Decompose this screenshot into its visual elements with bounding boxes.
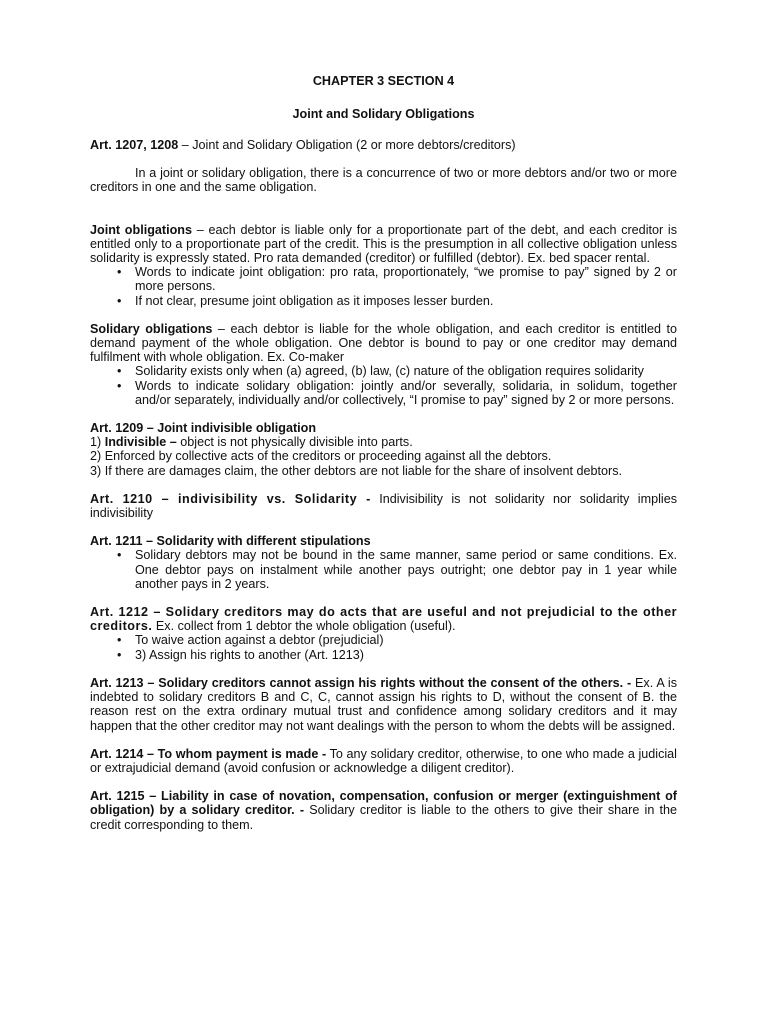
section-art-1212 bbox=[90, 605, 677, 662]
section-text: – Joint and Solidary Obligation (2 or more debtors/creditors) bbox=[178, 138, 516, 152]
section-heading: Art. 1209 – Joint indivisible obligation bbox=[90, 421, 317, 436]
section-art-1207-1208 bbox=[90, 138, 677, 152]
section-text: To any solidary creditor, otherwise, to one who made a judicial or extrajudicial demand (avoid confusion or acknowledge a diligent creditor). bbox=[90, 746, 677, 775]
bullet-list bbox=[90, 548, 677, 591]
section-art-1211 bbox=[90, 534, 677, 591]
section-heading: Art. 1211 – Solidarity with different stipulations bbox=[90, 534, 371, 549]
section-heading: Solidary obligations bbox=[90, 321, 213, 336]
section-art-1213 bbox=[90, 676, 677, 733]
section-art-1214 bbox=[90, 747, 677, 775]
list-item: • Solidarity exists only when (a) agreed, (b) law, (c) nature of the obligation requires solidarity bbox=[117, 364, 644, 379]
section-heading: Art. 1207, 1208 bbox=[90, 138, 179, 152]
bullet-icon: • bbox=[117, 265, 122, 280]
section-heading: Art. 1210 – indivisibility vs. Solidarity - bbox=[90, 491, 371, 506]
bullet-icon: • bbox=[117, 364, 122, 379]
bullet-list bbox=[90, 633, 677, 661]
document-body bbox=[90, 62, 677, 832]
bullet-icon: • bbox=[117, 647, 122, 662]
section-art-1210 bbox=[90, 492, 677, 520]
section-heading: Art. 1212 – Solidary creditors may do acts that are useful and not prejudicial to the other creditors. bbox=[90, 605, 677, 634]
numbered-item: 1) Indivisible – object is not physically divisible into parts. bbox=[90, 435, 413, 450]
section-text: Indivisibility is not solidarity nor solidarity implies indivisibility bbox=[90, 491, 677, 521]
section-heading: Joint obligations bbox=[90, 222, 192, 237]
list-item: • 3) Assign his rights to another (Art. 1213) bbox=[117, 647, 364, 662]
bullet-list bbox=[90, 265, 677, 308]
section-solidary-obligations bbox=[90, 322, 677, 407]
list-item: • Words to indicate solidary obligation: jointly and/or severally, solidaria, in solidum, together and/or separately, individually and/or collectively, “I promise to pay” signed by 2 or more persons. bbox=[117, 378, 677, 407]
intro-paragraph: In a joint or solidary obligation, there is a concurrence of two or more debtors and/or two or more creditors in one and the same obligation. bbox=[90, 166, 677, 195]
list-item: • Words to indicate joint obligation: pro rata, proportionately, “we promise to pay” signed by 2 or more persons. bbox=[117, 265, 677, 294]
list-item: • Solidary debtors may not be bound in the same manner, same period or same conditions. Ex. One debtor pays on instalment while another pays outright; one debtor pay in 1 year while another pays in 2 years. bbox=[117, 548, 677, 591]
bullet-list bbox=[90, 364, 677, 407]
list-item: • If not clear, presume joint obligation as it imposes lesser burden. bbox=[117, 293, 494, 308]
section-text: Ex. collect from 1 debtor the whole obligation (useful). bbox=[152, 619, 456, 634]
section-heading: Art. 1213 – Solidary creditors cannot assign his rights without the consent of the others. - bbox=[90, 675, 632, 690]
section-text: – each debtor is liable for the whole obligation, and each creditor is entitled to demand payment of the whole obligation. One debtor is bound to pay or one creditor may demand fulfilment with whole obligation. Ex. Co-maker bbox=[90, 321, 677, 365]
section-art-1215 bbox=[90, 789, 677, 832]
bullet-icon: • bbox=[117, 548, 122, 563]
chapter-heading: CHAPTER 3 SECTION 4 bbox=[312, 74, 455, 88]
list-item: • To waive action against a debtor (prejudicial) bbox=[117, 633, 384, 648]
numbered-item: 3) If there are damages claim, the other debtors are not liable for the share of insolvent debtors. bbox=[90, 463, 623, 478]
section-text: – each debtor is liable only for a proportionate part of the debt, and each creditor is entitled only to a proportionate part of the credit. This is the presumption in all collective obligation unless solidarity is expressly stated. Pro rata demanded (creditor) or fulfilled (debtor). Ex. bed spacer rental. bbox=[90, 222, 678, 266]
section-text: Solidary creditor is liable to the others to give their share in the credit corresponding to them. bbox=[90, 803, 677, 832]
bullet-icon: • bbox=[117, 633, 122, 648]
bullet-icon: • bbox=[117, 378, 122, 393]
section-heading: Art. 1214 – To whom payment is made - bbox=[90, 746, 327, 761]
document-title: Joint and Solidary Obligations bbox=[292, 107, 475, 121]
section-joint-obligations bbox=[90, 223, 677, 308]
bullet-icon: • bbox=[117, 293, 122, 308]
section-art-1209 bbox=[90, 421, 677, 478]
numbered-item: 2) Enforced by collective acts of the creditors or proceeding against all the debtors. bbox=[90, 449, 552, 464]
section-text: Ex. A is indebted to solidary creditors B and C, C, cannot assign his rights to D, without the consent of B. the reason rest on the extra ordinary mutual trust and confidence among solidary creditors and it may happen that the other creditor may not want dealings with the person to whom the debts will be assigned. bbox=[90, 675, 677, 733]
section-heading: Art. 1215 – Liability in case of novation, compensation, confusion or merger (extinguishment of obligation) by a solidary creditor. - bbox=[90, 789, 677, 818]
